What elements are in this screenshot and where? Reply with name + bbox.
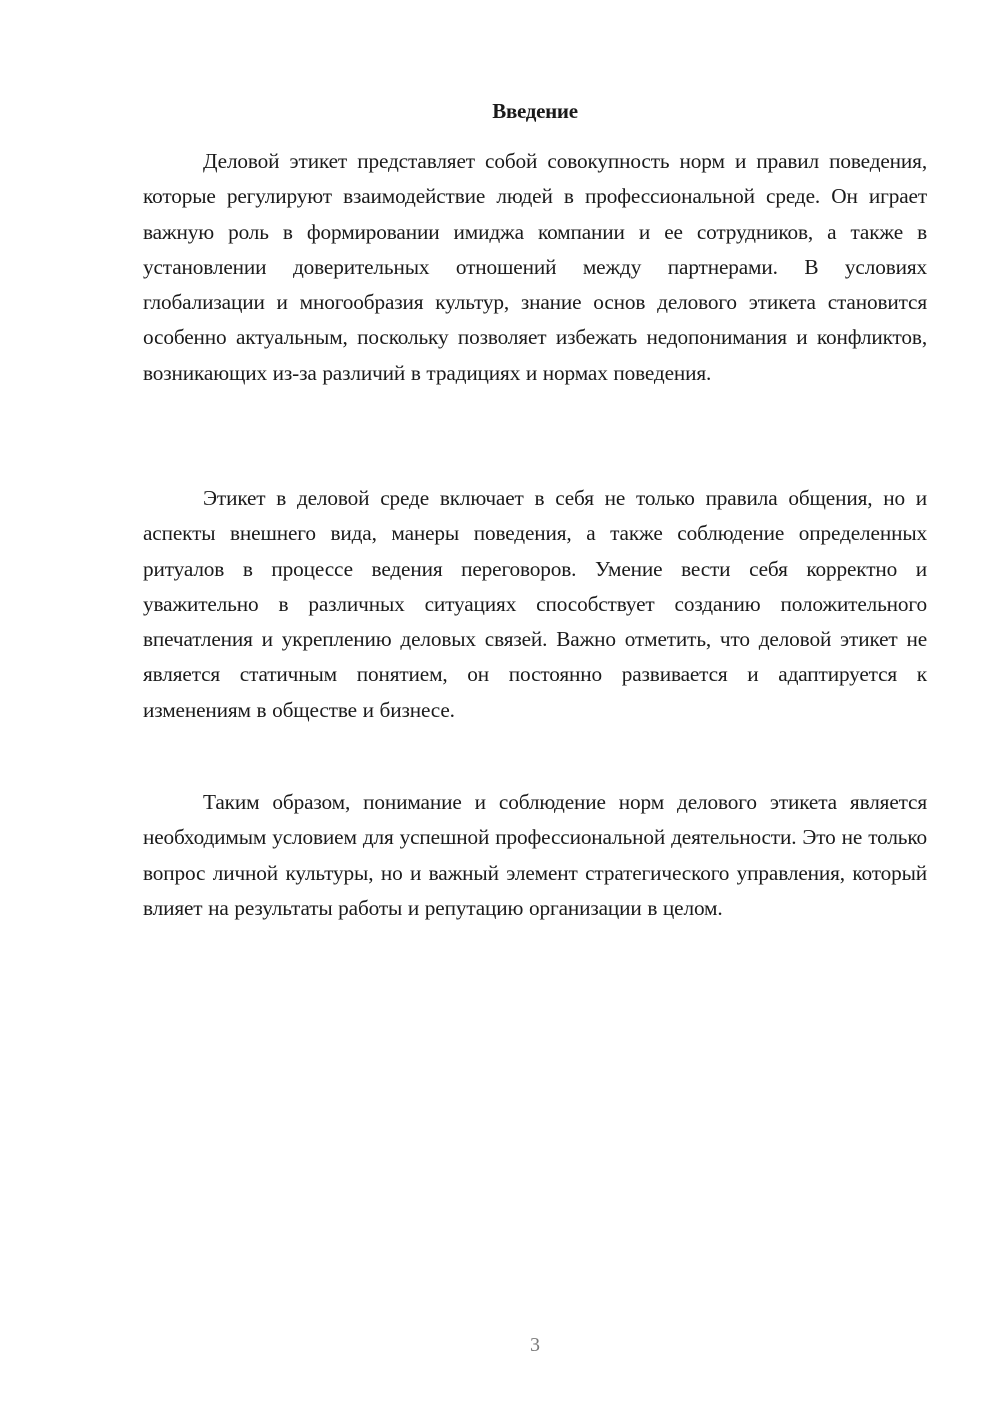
paragraph-3-container bbox=[143, 785, 927, 926]
paragraph-1: Деловой этикет представляет собой совокупность норм и правил поведения, которые регулируют взаимодействие людей в профессиональной среде. Он играет важную роль в формировании имиджа компании и ее сотрудников, а также в установлении доверительных отношений между партнерами. В условиях глобализации и многообразия культур, знание основ делового этикета становится особенно актуальным, поскольку позволяет избежать недопонимания и конфликтов, возникающих из-за различий в традициях и нормах поведения. bbox=[143, 149, 927, 385]
page-number: 3 bbox=[530, 1334, 540, 1356]
paragraph-3: Таким образом, понимание и соблюдение норм делового этикета является необходимым условием для успешной профессиональной деятельности. Это не только вопрос личной культуры, но и важный элемент стратегического управления, который влияет на результаты работы и репутацию организации в целом. bbox=[143, 790, 927, 920]
paragraph-1-container bbox=[143, 144, 927, 391]
section-title: Введение bbox=[492, 99, 578, 123]
paragraph-2-container bbox=[143, 481, 927, 728]
paragraph-2: Этикет в деловой среде включает в себя не только правила общения, но и аспекты внешнего вида, манеры поведения, а также соблюдение определенных ритуалов в процессе ведения переговоров. Умение вести себя корректно и уважительно в различных ситуациях способствует созданию положительного впечатления и укреплению деловых связей. Важно отметить, что деловой этикет не является статичным понятием, он постоянно развивается и адаптируется к изменениям в обществе и бизнесе. bbox=[143, 486, 927, 722]
